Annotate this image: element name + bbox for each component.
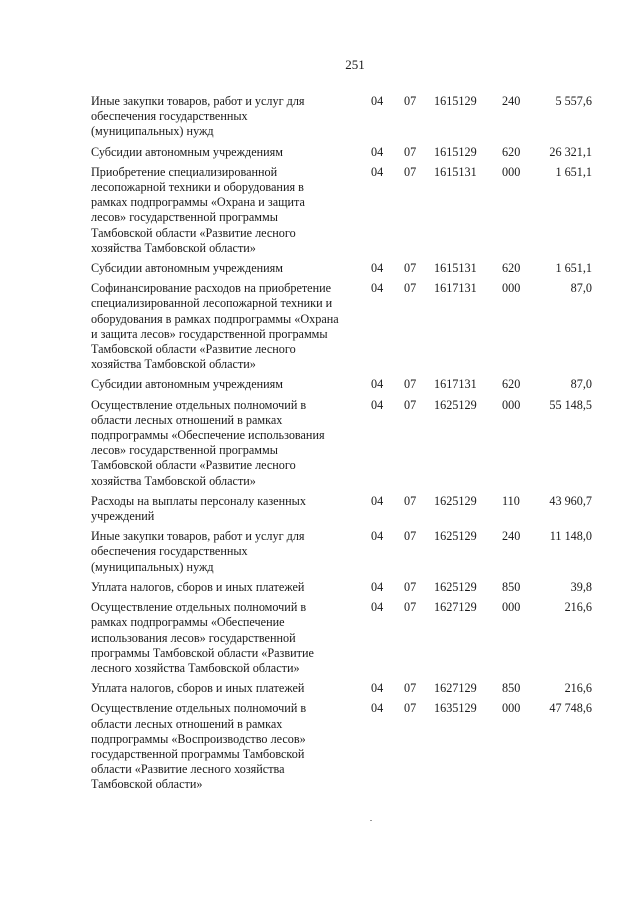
- target-article-code: 1627129: [434, 600, 477, 615]
- subsection-code: 07: [404, 144, 417, 159]
- expense-type-code: 000: [502, 164, 521, 179]
- target-article-code: 1625129: [434, 529, 477, 544]
- expense-name: Иные закупки товаров, работ и услуг для обеспечения государственных (муниципальных) нужд: [91, 94, 305, 139]
- section-code: 04: [371, 397, 384, 412]
- expense-type-code: 850: [502, 579, 521, 594]
- amount: 47 748,6: [549, 701, 592, 716]
- table-body: [91, 94, 592, 798]
- table-row: [91, 377, 592, 397]
- table-row: [91, 529, 592, 580]
- expense-type-code: 620: [502, 144, 521, 159]
- section-code: 04: [371, 94, 384, 108]
- page-number: 251: [345, 57, 365, 72]
- table-row: [91, 580, 592, 600]
- section-code: 04: [371, 681, 384, 696]
- expense-name: Субсидии автономным учреждениям: [91, 144, 283, 159]
- expense-type-code: 000: [502, 397, 521, 412]
- expense-type-code: 000: [502, 281, 521, 296]
- subsection-code: 07: [404, 529, 417, 544]
- subsection-code: 07: [404, 493, 417, 508]
- amount: 216,6: [564, 681, 592, 696]
- amount: 55 148,5: [549, 397, 592, 412]
- table-row: [91, 94, 592, 145]
- section-code: 04: [371, 281, 384, 296]
- expense-name: Софинансирование расходов на приобретение специализированной лесопожарной техники и оборудования в рамках подпрограммы «Охрана и защита лесов» государственной программы Тамбовской области «Развитие лесного хозяйства Тамбовской области»: [91, 281, 339, 372]
- expense-type-code: 620: [502, 377, 521, 392]
- expense-name: Субсидии автономным учреждениям: [91, 377, 283, 392]
- expense-name: Осуществление отдельных полномочий в области лесных отношений в рамках подпрограммы «Воспроизводство лесов» государственной программы Тамбовской области «Развитие лесного хозяйства Тамбовской области»: [91, 701, 307, 792]
- amount: 1 651,1: [555, 164, 592, 179]
- table-row: [91, 681, 592, 701]
- budget-table: [91, 94, 592, 798]
- section-code: 04: [371, 529, 384, 544]
- amount: 216,6: [564, 600, 592, 615]
- subsection-code: 07: [404, 701, 417, 716]
- subsection-code: 07: [404, 94, 417, 108]
- section-code: 04: [371, 493, 384, 508]
- scan-speck: [370, 820, 372, 821]
- expense-name: Субсидии автономным учреждениям: [91, 261, 283, 276]
- expense-type-code: 110: [502, 493, 520, 508]
- subsection-code: 07: [404, 261, 417, 276]
- section-code: 04: [371, 164, 384, 179]
- target-article-code: 1615131: [434, 164, 477, 179]
- target-article-code: 1627129: [434, 681, 477, 696]
- section-code: 04: [371, 701, 384, 716]
- subsection-code: 07: [404, 681, 417, 696]
- subsection-code: 07: [404, 164, 417, 179]
- target-article-code: 1617131: [434, 377, 477, 392]
- subsection-code: 07: [404, 397, 417, 412]
- expense-type-code: 850: [502, 681, 521, 696]
- amount: 26 321,1: [549, 144, 592, 159]
- table-row: [91, 145, 592, 165]
- expense-name: Иные закупки товаров, работ и услуг для обеспечения государственных (муниципальных) нужд: [91, 529, 305, 574]
- expense-name: Уплата налогов, сборов и иных платежей: [91, 579, 305, 594]
- amount: 1 651,1: [555, 261, 592, 276]
- subsection-code: 07: [404, 579, 417, 594]
- amount: 87,0: [570, 281, 592, 296]
- expense-name: Расходы на выплаты персоналу казенных учреждений: [91, 493, 306, 524]
- expense-name: Уплата налогов, сборов и иных платежей: [91, 681, 305, 696]
- expense-type-code: 240: [502, 529, 521, 544]
- subsection-code: 07: [404, 600, 417, 615]
- section-code: 04: [371, 261, 384, 276]
- amount: 11 148,0: [549, 529, 592, 544]
- expense-type-code: 000: [502, 600, 521, 615]
- expense-name: Приобретение специализированной лесопожарной техники и оборудования в рамках подпрограммы «Охрана и защита лесов» государственной программы Тамбовской области «Развитие лесного хозяйства Тамбовской области»: [91, 164, 305, 255]
- target-article-code: 1615129: [434, 144, 477, 159]
- section-code: 04: [371, 600, 384, 615]
- table-row: [91, 398, 592, 494]
- target-article-code: 1625129: [434, 397, 477, 412]
- table-row: [91, 165, 592, 261]
- table-row: [91, 281, 592, 377]
- target-article-code: 1625129: [434, 579, 477, 594]
- expense-type-code: 620: [502, 261, 521, 276]
- subsection-code: 07: [404, 281, 417, 296]
- expense-type-code: 000: [502, 701, 521, 716]
- target-article-code: 1635129: [434, 701, 477, 716]
- amount: 87,0: [570, 377, 592, 392]
- target-article-code: 1617131: [434, 281, 477, 296]
- expense-name: Осуществление отдельных полномочий в области лесных отношений в рамках подпрограммы «Обеспечение использования лесов» государственной программы Тамбовской области «Развитие лесного хозяйства Тамбовской области»: [91, 397, 325, 488]
- expense-type-code: 240: [502, 94, 521, 108]
- target-article-code: 1615129: [434, 94, 477, 108]
- section-code: 04: [371, 579, 384, 594]
- table-row: [91, 600, 592, 681]
- target-article-code: 1615131: [434, 261, 477, 276]
- section-code: 04: [371, 377, 384, 392]
- expense-name: Осуществление отдельных полномочий в рамках подпрограммы «Обеспечение использования лесов» государственной программы Тамбовской области «Развитие лесного хозяйства Тамбовской области»: [91, 600, 314, 675]
- table-row: [91, 261, 592, 281]
- subsection-code: 07: [404, 377, 417, 392]
- amount: 39,8: [570, 579, 592, 594]
- section-code: 04: [371, 144, 384, 159]
- amount: 43 960,7: [549, 493, 592, 508]
- table-row: [91, 494, 592, 529]
- table-row: [91, 701, 592, 797]
- amount: 5 557,6: [555, 94, 592, 108]
- target-article-code: 1625129: [434, 493, 477, 508]
